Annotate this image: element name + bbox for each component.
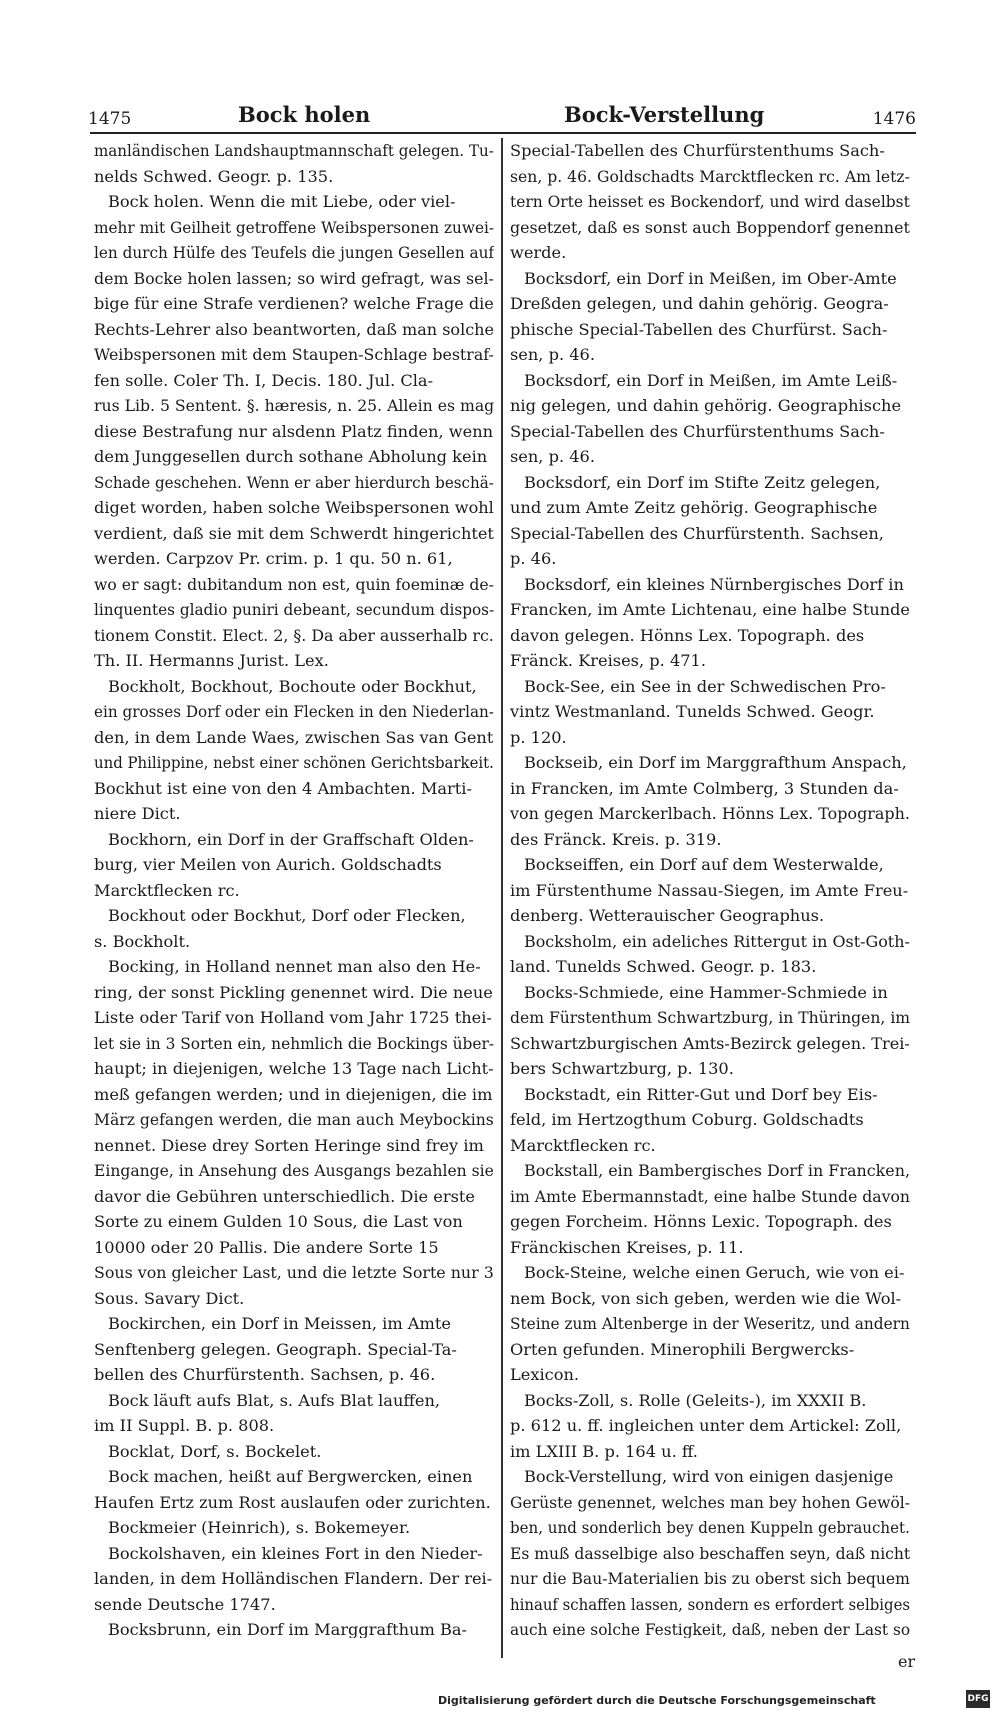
- text-line: Bock-See, ein See in der Schwedischen Pro-: [524, 676, 886, 696]
- text-line: sen, p. 46.: [510, 447, 596, 466]
- text-line: nennet. Diese drey Sorten Heringe sind frey im: [94, 1135, 484, 1155]
- text-line: Bock holen. Wenn die mit Liebe, oder viel-: [108, 192, 456, 211]
- text-line: Steine zum Altenberge in der Weseritz, und andern: [510, 1314, 910, 1333]
- text-line: gesetzet, daß es sonst auch Boppendorf genennet: [510, 217, 910, 237]
- text-line: Bocksdorf, ein Dorf in Meißen, im Ober-Amte: [524, 268, 897, 288]
- text-line: Bockholt, Bockhout, Bochoute oder Bockhut,: [108, 676, 477, 696]
- text-line: Bockhout oder Bockhut, Dorf oder Flecken,: [108, 906, 466, 925]
- right-column: [510, 138, 910, 1638]
- text-line: Special-Tabellen des Churfürstenth. Sachsen,: [510, 523, 884, 543]
- text-line: Bockseib, ein Dorf im Marggrafthum Anspach,: [524, 753, 907, 772]
- text-line: Bockhorn, ein Dorf in der Graffschaft Olden-: [108, 829, 474, 849]
- text-line: manländischen Landshauptmannschaft gelegen. Tu-: [94, 141, 494, 160]
- text-line: sen, p. 46. Goldschadts Marcktflecken rc. Am letz-: [510, 166, 910, 186]
- text-line: sende Deutsche 1747.: [94, 1594, 276, 1614]
- text-line: von gegen Marckerlbach. Hönns Lex. Topograph.: [510, 804, 910, 823]
- text-line: ben, und sonderlich bey denen Kuppeln gebrauchet.: [510, 1518, 910, 1537]
- text-line: burg, vier Meilen von Aurich. Goldschadts: [94, 855, 442, 874]
- text-line: Bock läuft aufs Blat, s. Aufs Blat lauffen,: [108, 1390, 441, 1410]
- text-line: sen, p. 46.: [510, 345, 596, 364]
- text-line: tern Orte heisset es Bockendorf, und wird daselbst: [510, 192, 910, 211]
- text-line: Sorte zu einem Gulden 10 Sous, die Last von: [94, 1212, 463, 1231]
- dfg-logo: DFG: [966, 1690, 990, 1708]
- text-line: Bocksbrunn, ein Dorf im Marggrafthum Ba-: [108, 1620, 468, 1638]
- text-line: Gerüste genennet, welches man bey hohen Gewöl-: [510, 1492, 910, 1512]
- text-line: Bocking, in Holland nennet man also den He-: [108, 957, 481, 976]
- text-line: fen solle. Coler Th. I, Decis. 180. Jul. Cla-: [94, 370, 434, 390]
- text-line: diget worden, haben solche Weibspersonen wohl: [94, 498, 494, 517]
- text-line: len durch Hülfe des Teufels die jungen Gesellen auf: [94, 243, 494, 262]
- text-line: ein grosses Dorf oder ein Flecken in den Niederlan-: [94, 702, 494, 721]
- text-line: Bockhut ist eine von den 4 Ambachten. Marti-: [94, 778, 472, 798]
- text-line: Bocksdorf, ein Dorf im Stifte Zeitz gelegen,: [524, 472, 881, 492]
- text-line: bers Schwartzburg, p. 130.: [510, 1059, 734, 1078]
- text-line: p. 612 u. ff. ingleichen unter dem Artickel: Zoll,: [510, 1416, 902, 1435]
- text-line: im LXIII B. p. 164 u. ff.: [510, 1441, 698, 1461]
- text-line: feld, im Hertzogthum Coburg. Goldschadts: [510, 1110, 864, 1129]
- right-running-title: Bock-Verstellung: [564, 102, 765, 127]
- text-line: diese Bestrafung nur alsdenn Platz finden, wenn: [94, 421, 494, 441]
- text-line: Bockolshaven, ein kleines Fort in den Nieder-: [108, 1543, 483, 1563]
- text-line: Special-Tabellen des Churfürstenthums Sach-: [510, 141, 885, 160]
- text-line: Dreßden gelegen, und dahin gehörig. Geogra-: [510, 294, 889, 313]
- text-line: Sous. Savary Dict.: [94, 1288, 245, 1308]
- text-line: vintz Westmanland. Tunelds Schwed. Geogr.: [510, 702, 875, 721]
- text-line: im II Suppl. B. p. 808.: [94, 1416, 275, 1435]
- text-line: Weibspersonen mit dem Staupen-Schlage bestraf-: [94, 345, 494, 364]
- text-line: tionem Constit. Elect. 2, §. Da aber ausserhalb rc.: [94, 625, 494, 645]
- text-line: meß gefangen werden; und in diejenigen, die im: [94, 1084, 493, 1104]
- left-column: [94, 138, 494, 1638]
- text-line: gegen Forcheim. Hönns Lexic. Topograph. des: [510, 1212, 892, 1231]
- catchword: er: [898, 1652, 916, 1671]
- text-line: in Francken, im Amte Colmberg, 3 Stunden da-: [510, 778, 899, 798]
- text-line: 10000 oder 20 Pallis. Die andere Sorte 15: [94, 1237, 439, 1257]
- text-line: Bocksdorf, ein kleines Nürnbergisches Dorf in: [524, 574, 904, 594]
- text-line: haupt; in diejenigen, welche 13 Tage nach Licht-: [94, 1059, 494, 1078]
- text-line: und zum Amte Zeitz gehörig. Geographische: [510, 498, 878, 517]
- text-line: Bocks-Schmiede, eine Hammer-Schmiede in: [524, 982, 888, 1002]
- text-line: Bocksdorf, ein Dorf in Meißen, im Amte Leiß-: [524, 370, 898, 390]
- text-line: Bocks-Zoll, s. Rolle (Geleits-), im XXXII B.: [524, 1390, 867, 1410]
- text-line: Eingange, in Ansehung des Ausgangs bezahlen sie: [94, 1161, 494, 1180]
- text-line: Bock machen, heißt auf Bergwercken, einen: [108, 1467, 473, 1486]
- text-line: nig gelegen, und dahin gehörig. Geographische: [510, 396, 902, 415]
- text-line: Es muß dasselbige also beschaffen seyn, daß nicht: [510, 1543, 910, 1563]
- text-line: p. 46.: [510, 549, 557, 568]
- text-line: ring, der sonst Pickling genennet wird. Die neue: [94, 982, 493, 1002]
- right-page-number: 1476: [872, 109, 916, 129]
- text-line: hinauf schaffen lassen, sondern es erfordert selbiges: [510, 1594, 910, 1614]
- text-line: Bockmeier (Heinrich), s. Bokemeyer.: [108, 1518, 411, 1537]
- text-line: let sie in 3 Sorten ein, nehmlich die Bockings über-: [94, 1033, 494, 1053]
- text-line: Senftenberg gelegen. Geograph. Special-Ta-: [94, 1339, 457, 1359]
- text-line: bellen des Churfürstenth. Sachsen, p. 46.: [94, 1365, 436, 1384]
- text-line: März gefangen werden, die man auch Meybockins: [94, 1110, 494, 1129]
- left-running-title: Bock holen: [238, 102, 371, 127]
- text-line: werde.: [510, 243, 567, 262]
- text-line: Special-Tabellen des Churfürstenthums Sach-: [510, 421, 885, 441]
- text-line: land. Tunelds Schwed. Geogr. p. 183.: [510, 957, 817, 976]
- text-line: und Philippine, nebst einer schönen Gerichtsbarkeit.: [94, 753, 494, 772]
- page-header: [88, 96, 916, 136]
- text-line: Bockstall, ein Bambergisches Dorf in Francken,: [524, 1161, 910, 1180]
- text-line: Fränckischen Kreises, p. 11.: [510, 1237, 744, 1257]
- text-line: Th. II. Hermanns Jurist. Lex.: [94, 651, 329, 670]
- text-line: im Fürstenthume Nassau-Siegen, im Amte Freu-: [510, 880, 909, 900]
- text-line: bige für eine Strafe verdienen? welche Frage die: [94, 294, 494, 313]
- text-line: den, in dem Lande Waes, zwischen Sas van Gent: [94, 727, 494, 747]
- text-line: Marcktflecken rc.: [94, 880, 240, 900]
- text-line: mehr mit Geilheit getroffene Weibspersonen zuwei-: [94, 217, 494, 237]
- column-divider: [501, 138, 503, 1658]
- text-line: des Fränck. Kreis. p. 319.: [510, 829, 722, 849]
- text-line: landen, in dem Holländischen Flandern. Der rei-: [94, 1569, 493, 1588]
- text-line: linquentes gladio puniri debeant, secundum dispos-: [94, 600, 494, 619]
- text-line: Bockstadt, ein Ritter-Gut und Dorf bey Eis-: [524, 1084, 878, 1104]
- text-line: davor die Gebühren unterschiedlich. Die erste: [94, 1186, 475, 1206]
- text-line: davon gelegen. Hönns Lex. Topograph. des: [510, 625, 865, 645]
- text-line: Liste oder Tarif von Holland vom Jahr 1725 thei-: [94, 1008, 492, 1027]
- text-line: nem Bock, von sich geben, werden wie die Wol-: [510, 1288, 902, 1308]
- text-line: Lexicon.: [510, 1365, 580, 1384]
- text-line: wo er sagt: dubitandum non est, quin foeminæ de-: [94, 574, 494, 594]
- digitization-credit: Digitalisierung gefördert durch die Deutsche Forschungsgemeinschaft: [438, 1694, 876, 1707]
- text-line: niere Dict.: [94, 804, 181, 823]
- text-line: rus Lib. 5 Sentent. §. hæresis, n. 25. Allein es mag: [94, 396, 494, 415]
- text-line: Bock-Steine, welche einen Geruch, wie von ei-: [524, 1263, 905, 1282]
- text-line: auch eine solche Festigkeit, daß, neben der Last so: [510, 1620, 910, 1638]
- text-line: Bock-Verstellung, wird von einigen dasjenige: [524, 1467, 894, 1486]
- text-line: Bocksholm, ein adeliches Rittergut in Ost-Goth-: [524, 931, 910, 951]
- text-line: dem Junggesellen durch sothane Abholung kein: [94, 447, 488, 466]
- text-line: Orten gefunden. Minerophili Bergwercks-: [510, 1339, 855, 1359]
- text-line: Francken, im Amte Lichtenau, eine halbe Stunde: [510, 600, 910, 619]
- text-line: im Amte Ebermannstadt, eine halbe Stunde davon: [510, 1186, 910, 1206]
- text-line: Schade geschehen. Wenn er aber hierdurch beschä-: [94, 472, 494, 492]
- text-line: Bockseiffen, ein Dorf auf dem Westerwalde,: [524, 855, 884, 874]
- text-line: denberg. Wetterauischer Geographus.: [510, 906, 825, 925]
- text-line: nelds Schwed. Geogr. p. 135.: [94, 166, 334, 186]
- text-line: dem Fürstenthum Schwartzburg, in Thüringen, im: [510, 1008, 910, 1027]
- text-line: Haufen Ertz zum Rost auslaufen oder zurichten.: [94, 1492, 491, 1512]
- text-line: Rechts-Lehrer also beantworten, daß man solche: [94, 319, 494, 339]
- text-line: Bocklat, Dorf, s. Bockelet.: [108, 1441, 322, 1461]
- text-line: Fränck. Kreises, p. 471.: [510, 651, 706, 670]
- text-line: p. 120.: [510, 727, 567, 747]
- text-line: werden. Carpzov Pr. crim. p. 1 qu. 50 n. 61,: [94, 549, 453, 568]
- text-line: dem Bocke holen lassen; so wird gefragt, was sel-: [94, 268, 494, 288]
- text-line: Marcktflecken rc.: [510, 1135, 656, 1155]
- text-line: Sous von gleicher Last, und die letzte Sorte nur 3: [94, 1263, 494, 1282]
- text-line: phische Special-Tabellen des Churfürst. Sach-: [510, 319, 888, 339]
- text-line: nur die Bau-Materialien bis zu oberst sich bequem: [510, 1569, 910, 1588]
- header-rule: [90, 132, 916, 134]
- text-line: s. Bockholt.: [94, 931, 191, 951]
- text-line: Bockirchen, ein Dorf in Meissen, im Amte: [108, 1314, 451, 1333]
- text-line: verdient, daß sie mit dem Schwerdt hingerichtet: [94, 523, 494, 543]
- text-line: Schwartzburgischen Amts-Bezirck gelegen. Trei-: [510, 1033, 910, 1053]
- left-page-number: 1475: [88, 109, 132, 129]
